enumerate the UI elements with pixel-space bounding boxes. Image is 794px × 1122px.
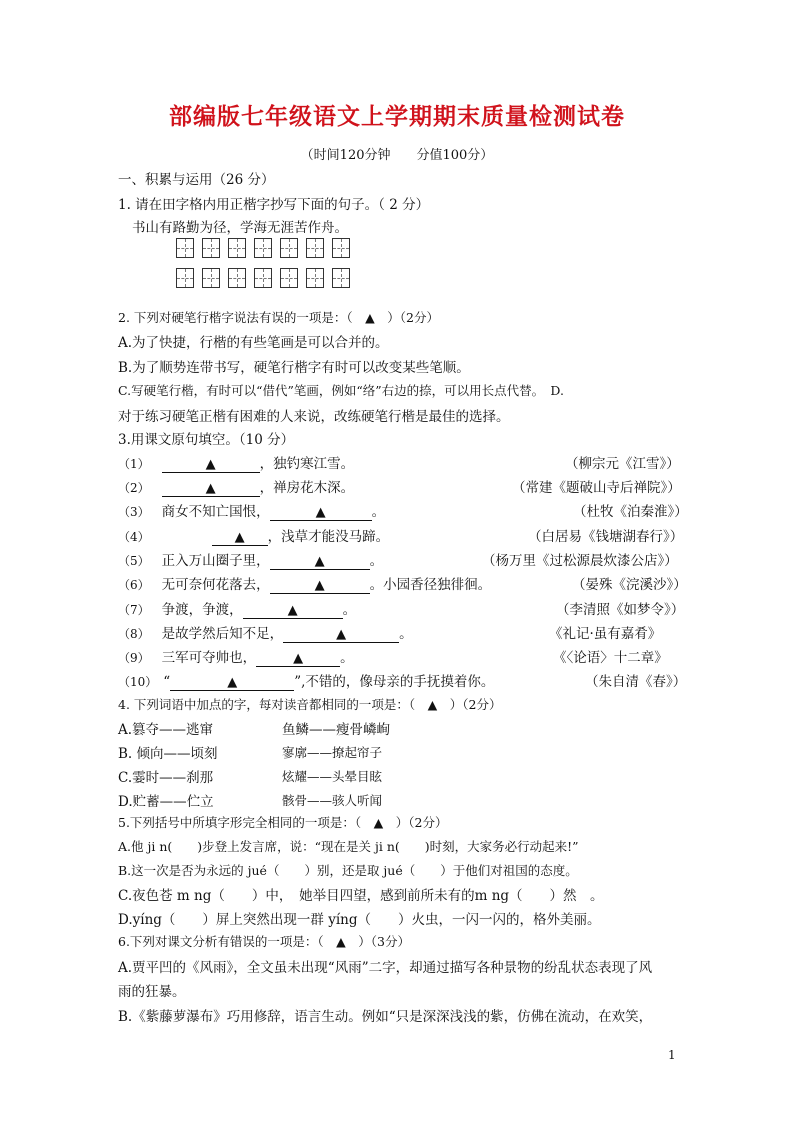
item-suffix: 。小园香径独徘徊。 <box>369 577 492 593</box>
item-suffix: 。 <box>371 504 386 520</box>
question-2-option-d: 对于练习硬笔正楷有困难的人来说，改练硬笔行楷是最佳的选择。 <box>118 409 510 425</box>
fill-in-item <box>118 622 413 643</box>
answer-blank[interactable]: ▲ <box>170 675 294 691</box>
item-source: （李清照《如梦令》） <box>556 602 685 618</box>
question-4-option-d-2: 骸骨——骇人听闻 <box>282 793 383 808</box>
item-number: （6） <box>118 578 150 592</box>
grid-cell[interactable] <box>176 238 194 258</box>
item-suffix: 。 <box>340 650 354 666</box>
item-source: 《礼记·虽有嘉肴》 <box>549 626 662 642</box>
answer-blank[interactable]: ▲ <box>212 530 268 546</box>
item-prefix: 是故学然后知不足， <box>161 626 284 642</box>
fill-in-item <box>118 525 389 546</box>
item-source: （杜牧《泊秦淮》） <box>573 504 688 520</box>
item-number: （8） <box>118 627 150 641</box>
question-2-option-b: B.为了顺势连带书写，硬笔行楷字有时可以改变某些笔顺。 <box>118 360 470 376</box>
writing-grid-row-2[interactable] <box>176 268 358 288</box>
item-source: （白居易《钱塘湖春行》） <box>528 529 684 545</box>
answer-blank[interactable]: ▲ <box>270 554 370 570</box>
question-4-option-a-1: A.篡夺——逃窜 <box>118 722 214 738</box>
writing-grid-row-1[interactable] <box>176 238 358 258</box>
item-suffix: 。 <box>342 602 357 618</box>
answer-blank[interactable]: ▲ <box>270 578 370 594</box>
grid-cell[interactable] <box>332 238 350 258</box>
grid-cell[interactable] <box>202 238 220 258</box>
question-5-option-c: C.夜色苍 m ng（ ）中， 她举目四望，感到前所未有的m ng（ ）然 。 <box>118 888 604 904</box>
answer-blank[interactable]: ▲ <box>243 603 343 619</box>
answer-blank[interactable]: ▲ <box>162 481 260 497</box>
item-source: （杨万里《过松源晨炊漆公店》） <box>482 553 678 569</box>
question-3-stem: 3.用课文原句填空。（10 分） <box>118 432 295 448</box>
page-subtitle: （时间120分钟 分值100分） <box>300 148 494 163</box>
item-number: （4） <box>118 530 150 544</box>
fill-in-item <box>118 573 491 594</box>
grid-cell[interactable] <box>202 268 220 288</box>
grid-cell[interactable] <box>254 268 272 288</box>
item-suffix: 。 <box>369 553 384 569</box>
question-5-option-a: A.他 ji n( )步登上发言席，说：“现在是关 ji n( )时刻，大家务必行动起来!” <box>118 839 579 854</box>
question-4-option-c-2: 炫耀——头晕目眩 <box>282 769 383 784</box>
item-number: （10） <box>118 675 158 689</box>
question-6-stem: 6.下列对课文分析有错误的一项是：（ ▲ ）（3分） <box>118 934 410 949</box>
page-title: 部编版七年级语文上学期期末质量检测试卷 <box>169 103 625 130</box>
fill-in-item <box>118 476 354 497</box>
question-4-option-c-1: C.霎时——刹那 <box>118 770 214 786</box>
section-heading: 一、积累与运用（26 分） <box>118 172 275 188</box>
question-6-option-a-line2: 雨的狂暴。 <box>118 984 186 1000</box>
fill-in-item <box>118 646 354 667</box>
grid-cell[interactable] <box>306 268 324 288</box>
item-source: （晏殊《浣溪沙》） <box>572 577 687 593</box>
answer-blank[interactable]: ▲ <box>270 505 372 521</box>
fill-in-item <box>118 500 385 521</box>
grid-cell[interactable] <box>228 238 246 258</box>
item-number: （2） <box>118 481 150 495</box>
question-6-option-a-line1: A.贾平凹的《风雨》，全文虽未出现“风雨”二字，却通过描写各种景物的纷乱状态表现了风 <box>118 960 653 976</box>
item-source: 《〈论语〉十二章》 <box>553 650 668 666</box>
grid-cell[interactable] <box>176 268 194 288</box>
grid-cell[interactable] <box>306 238 324 258</box>
question-1-stem: 1. 请在田字格内用正楷字抄写下面的句子。（ 2 分） <box>118 197 430 213</box>
question-1-sentence: 书山有路勤为径，学海无涯苦作舟。 <box>132 220 348 236</box>
fill-in-item <box>118 549 383 570</box>
question-4-option-a-2: 鱼鳞——瘦骨嶙峋 <box>282 722 390 738</box>
grid-cell[interactable] <box>280 238 298 258</box>
answer-blank[interactable]: ▲ <box>283 627 399 643</box>
fill-in-item <box>118 670 494 691</box>
fill-in-item <box>118 452 354 473</box>
question-2-option-a: A.为了快捷，行楷的有些笔画是可以合并的。 <box>118 335 389 351</box>
item-suffix: ”,不错的，像母亲的手抚摸着你。 <box>294 674 495 690</box>
question-5-stem: 5.下列括号中所填字形完全相同的一项是：（ ▲ ）（2分） <box>118 815 448 830</box>
item-suffix: ，禅房花木深。 <box>259 480 355 496</box>
question-5-option-b: B.这一次是否为永远的 jué（ ）别，还是取 jué（ ）于他们对祖国的态度。 <box>118 863 578 878</box>
question-2-stem: 2. 下列对硬笔行楷字说法有误的一项是：（ ▲ ）（2分） <box>118 310 439 325</box>
item-number: （7） <box>118 603 150 617</box>
question-5-option-d: D.yíng（ ）屏上突然出现一群 yíng（ ）火虫，一闪一闪的，格外美丽。 <box>118 912 601 928</box>
grid-cell[interactable] <box>332 268 350 288</box>
question-4-option-b-1: B. 倾向——顷刻 <box>118 746 218 762</box>
question-4-option-d-1: D.贮蓄——伫立 <box>118 794 214 810</box>
item-suffix: 。 <box>399 626 413 642</box>
question-2-option-c: C.写硬笔行楷，有时可以“借代”笔画，例如“络”右边的捺，可以用长点代替。 D. <box>118 383 564 398</box>
item-suffix: ，独钓寒江雪。 <box>259 456 355 472</box>
item-prefix: “ <box>163 674 171 690</box>
answer-blank[interactable]: ▲ <box>256 651 340 667</box>
fill-in-item <box>118 598 356 619</box>
item-number: （5） <box>118 554 150 568</box>
answer-blank[interactable]: ▲ <box>162 457 260 473</box>
question-6-option-b: B.《紫藤萝瀑布》巧用修辞，语言生动。例如“只是深深浅浅的紫，仿佛在流动，在欢笑， <box>118 1009 653 1025</box>
item-prefix: 争渡，争渡， <box>161 602 243 618</box>
question-4-option-b-2: 寥廓——撩起帘子 <box>282 745 383 760</box>
item-prefix: 三军可夺帅也， <box>161 650 257 666</box>
grid-cell[interactable] <box>228 268 246 288</box>
item-number: （9） <box>118 651 150 665</box>
grid-cell[interactable] <box>280 268 298 288</box>
item-source: （朱自清《春》） <box>585 674 687 690</box>
item-source: （常建《题破山寺后禅院》） <box>512 480 681 496</box>
item-number: （1） <box>118 457 150 471</box>
page-number: 1 <box>668 1048 676 1062</box>
item-prefix: 无可奈何花落去， <box>161 577 270 593</box>
item-prefix: 正入万山圈子里， <box>161 553 270 569</box>
item-suffix: ，浅草才能没马蹄。 <box>267 529 390 545</box>
item-number: （3） <box>118 505 150 519</box>
grid-cell[interactable] <box>254 238 272 258</box>
item-source: （柳宗元《江雪》） <box>565 456 680 472</box>
item-prefix: 商女不知亡国恨， <box>161 504 270 520</box>
question-4-stem: 4. 下列词语中加点的字，每对读音都相同的一项是：（ ▲ ）（2分） <box>118 697 502 712</box>
